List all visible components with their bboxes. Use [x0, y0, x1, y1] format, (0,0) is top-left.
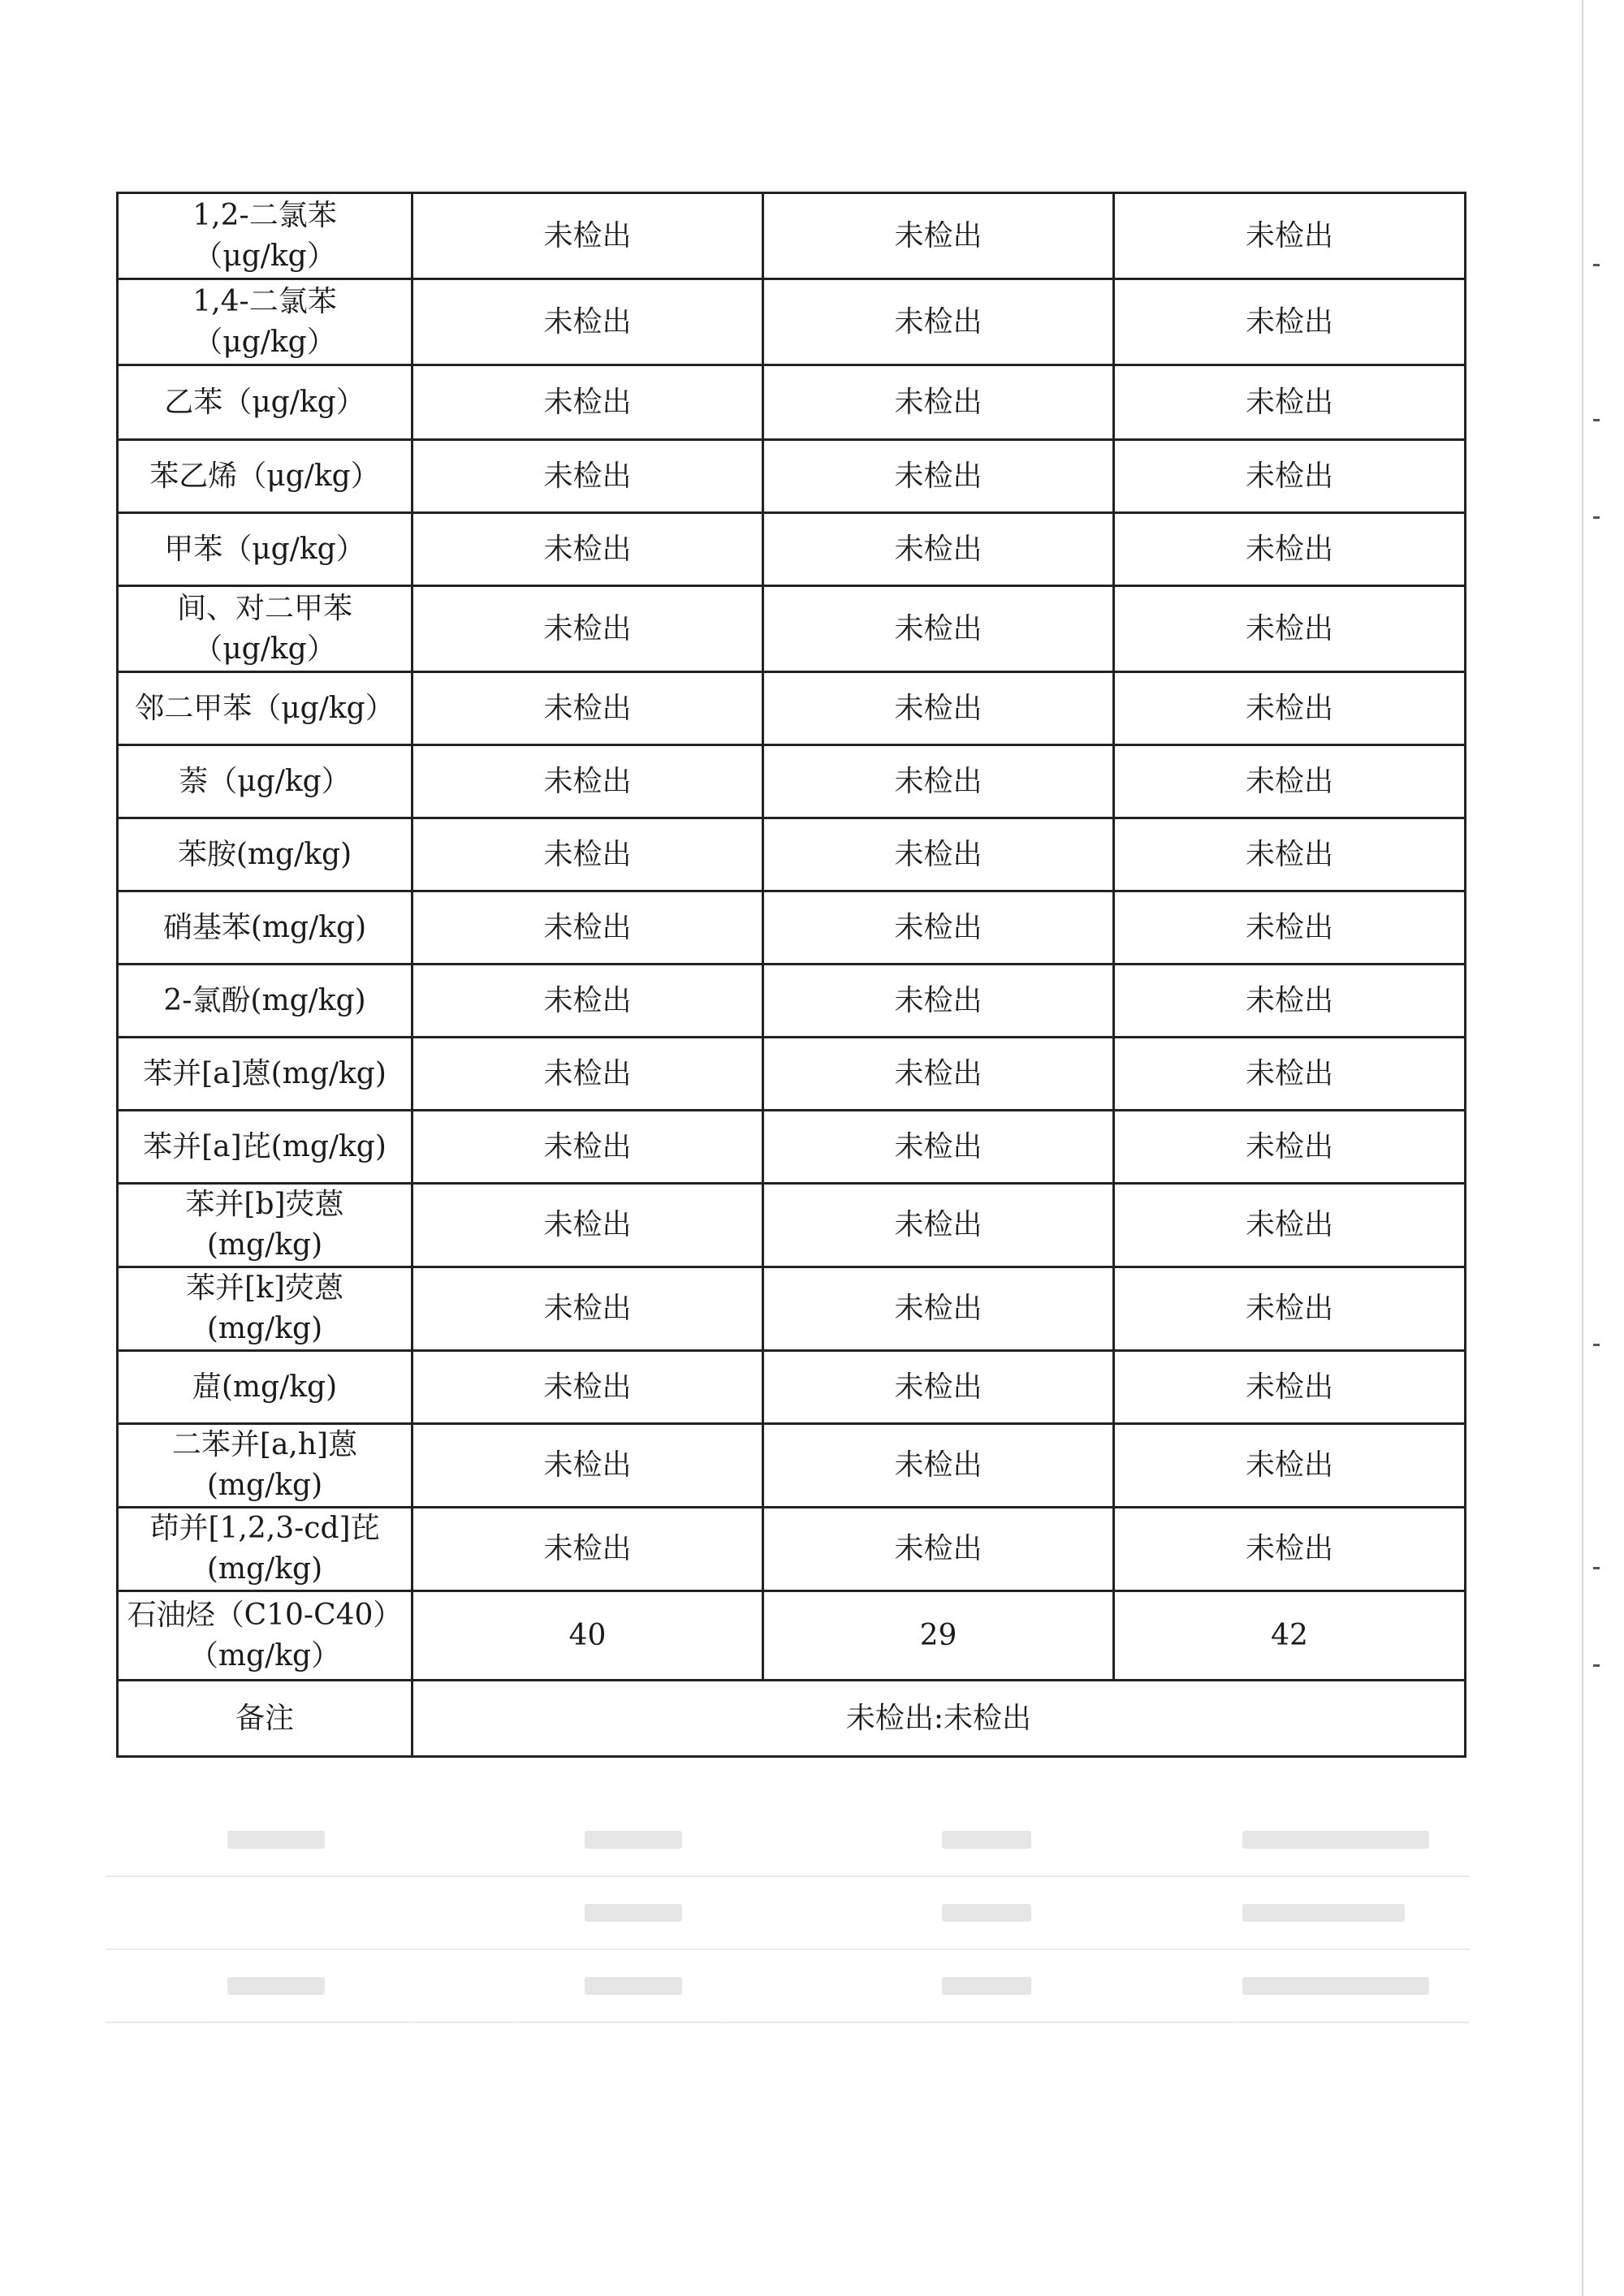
- result-cell: 未检出: [763, 1424, 1114, 1508]
- faint-block: [227, 1977, 325, 1995]
- item-cell: [118, 818, 412, 891]
- faint-block: [585, 1904, 682, 1922]
- result-cell: 29: [763, 1591, 1114, 1681]
- results-table-body: [118, 193, 1466, 1757]
- table-row: [118, 965, 1466, 1038]
- table-row: [118, 891, 1466, 965]
- result-cell: 未检出: [412, 1111, 763, 1184]
- result-cell: 未检出: [763, 745, 1114, 818]
- item-label: 苯并[a]蒽(mg/kg): [143, 1056, 387, 1090]
- result-cell: 未检出: [763, 1508, 1114, 1591]
- item-label: 萘（μg/kg）: [179, 764, 351, 798]
- item-label: 乙苯（μg/kg）: [164, 385, 365, 419]
- result-cell: 未检出: [1114, 586, 1466, 672]
- result-cell: 未检出: [1114, 279, 1466, 365]
- faint-line: [106, 1875, 1470, 1877]
- result-cell: 未检出: [1114, 1111, 1466, 1184]
- item-label: 1,2-二氯苯: [192, 198, 337, 232]
- table-row: [118, 1351, 1466, 1424]
- result-cell: 未检出: [412, 586, 763, 672]
- result-cell: 未检出: [1114, 440, 1466, 513]
- page-edge: [1582, 0, 1583, 2296]
- faint-line: [106, 1949, 1470, 1950]
- faint-block: [942, 1904, 1031, 1922]
- result-cell: 未检出: [1114, 745, 1466, 818]
- item-cell: [118, 1424, 412, 1508]
- result-cell: 未检出: [1114, 1424, 1466, 1508]
- result-cell: 未检出: [763, 440, 1114, 513]
- edge-mark: [1593, 419, 1600, 421]
- table-row: [118, 818, 1466, 891]
- item-unit: （mg/kg）: [188, 1638, 341, 1672]
- results-table: [116, 192, 1466, 1758]
- faint-block: [1242, 1977, 1429, 1995]
- edge-mark: [1593, 1664, 1600, 1667]
- result-cell: 未检出: [412, 1267, 763, 1351]
- result-cell: 未检出: [763, 193, 1114, 279]
- result-cell: 未检出: [412, 1184, 763, 1267]
- table-row: [118, 279, 1466, 365]
- item-cell: [118, 440, 412, 513]
- item-cell: [118, 586, 412, 672]
- item-unit: （μg/kg）: [193, 632, 336, 666]
- item-unit: (mg/kg): [206, 1552, 323, 1586]
- table-row: [118, 1424, 1466, 1508]
- table-row: [118, 586, 1466, 672]
- result-cell: 未检出: [412, 891, 763, 965]
- item-cell: [118, 672, 412, 745]
- result-cell: 未检出: [1114, 672, 1466, 745]
- table-row: [118, 513, 1466, 586]
- result-cell: 未检出: [763, 818, 1114, 891]
- result-cell: 未检出: [763, 1267, 1114, 1351]
- table-row: [118, 1184, 1466, 1267]
- result-cell: 未检出: [763, 1111, 1114, 1184]
- item-cell: [118, 745, 412, 818]
- result-cell: 未检出: [412, 513, 763, 586]
- result-cell: 未检出: [763, 365, 1114, 440]
- result-cell: 未检出: [412, 965, 763, 1038]
- item-label: 2-氯酚(mg/kg): [163, 983, 366, 1017]
- result-cell: 未检出: [412, 279, 763, 365]
- result-cell: 未检出: [763, 965, 1114, 1038]
- result-cell: 未检出: [1114, 1508, 1466, 1591]
- table-row: [118, 1111, 1466, 1184]
- item-label: 苯并[a]芘(mg/kg): [143, 1129, 387, 1163]
- remarks-label: 备注: [118, 1681, 412, 1757]
- remarks-row: [118, 1681, 1466, 1757]
- result-cell: 未检出: [412, 1038, 763, 1111]
- result-cell: 未检出: [1114, 1267, 1466, 1351]
- item-label: 苯乙烯（μg/kg）: [149, 459, 380, 493]
- faint-line: [106, 2022, 1470, 2023]
- faint-block: [585, 1831, 682, 1849]
- item-cell: [118, 1267, 412, 1351]
- item-cell: [118, 365, 412, 440]
- item-cell: [118, 193, 412, 279]
- item-label: 石油烃（C10-C40）: [127, 1598, 403, 1632]
- result-cell: 未检出: [412, 193, 763, 279]
- table-row: [118, 193, 1466, 279]
- faint-block: [227, 1831, 325, 1849]
- result-cell: 未检出: [1114, 193, 1466, 279]
- result-cell: 未检出: [1114, 1038, 1466, 1111]
- result-cell: 未检出: [763, 279, 1114, 365]
- item-label: 苯并[b]荧蒽: [185, 1188, 344, 1221]
- bleed-through-area: [106, 1798, 1470, 2026]
- result-cell: 未检出: [763, 513, 1114, 586]
- item-label: 二苯并[a,h]蒽: [171, 1428, 358, 1461]
- result-cell: 未检出: [412, 745, 763, 818]
- result-cell: 未检出: [412, 1424, 763, 1508]
- item-cell: [118, 1111, 412, 1184]
- remarks-value: 未检出:未检出: [412, 1681, 1466, 1757]
- result-cell: 未检出: [1114, 513, 1466, 586]
- table-row: [118, 365, 1466, 440]
- table-row: [118, 1591, 1466, 1681]
- table-row: [118, 440, 1466, 513]
- item-cell: [118, 1508, 412, 1591]
- faint-block: [1242, 1831, 1429, 1849]
- result-cell: 未检出: [1114, 365, 1466, 440]
- table-row: [118, 1038, 1466, 1111]
- item-cell: [118, 965, 412, 1038]
- result-cell: 未检出: [763, 586, 1114, 672]
- result-cell: 未检出: [763, 1351, 1114, 1424]
- item-label: 茚并[1,2,3-cd]芘: [149, 1512, 380, 1545]
- item-cell: [118, 1591, 412, 1681]
- result-cell: 未检出: [412, 672, 763, 745]
- result-cell: 未检出: [412, 1351, 763, 1424]
- result-cell: 未检出: [1114, 965, 1466, 1038]
- table-row: [118, 1508, 1466, 1591]
- table-row: [118, 745, 1466, 818]
- result-cell: 未检出: [763, 672, 1114, 745]
- item-unit: （μg/kg）: [193, 239, 336, 273]
- item-label: 苯并[k]荧蒽: [186, 1271, 343, 1305]
- item-label: 甲苯（μg/kg）: [164, 532, 365, 566]
- item-label: 䓛(mg/kg): [192, 1370, 338, 1404]
- item-cell: [118, 1038, 412, 1111]
- faint-block: [942, 1831, 1031, 1849]
- result-cell: 未检出: [1114, 1184, 1466, 1267]
- item-unit: (mg/kg): [206, 1228, 323, 1262]
- item-unit: (mg/kg): [206, 1312, 323, 1345]
- result-cell: 未检出: [1114, 818, 1466, 891]
- result-cell: 未检出: [412, 365, 763, 440]
- edge-mark: [1593, 516, 1600, 519]
- item-label: 苯胺(mg/kg): [177, 837, 352, 871]
- edge-mark: [1593, 1567, 1600, 1569]
- result-cell: 未检出: [412, 818, 763, 891]
- item-label: 1,4-二氯苯: [192, 284, 337, 318]
- result-cell: 未检出: [412, 440, 763, 513]
- table-row: [118, 1267, 1466, 1351]
- faint-block: [1242, 1904, 1405, 1922]
- item-unit: (mg/kg): [206, 1469, 323, 1502]
- table-row: [118, 672, 1466, 745]
- result-cell: 未检出: [412, 1508, 763, 1591]
- edge-mark: [1593, 264, 1600, 266]
- item-cell: [118, 891, 412, 965]
- item-cell: [118, 513, 412, 586]
- result-cell: 未检出: [1114, 1351, 1466, 1424]
- result-cell: 42: [1114, 1591, 1466, 1681]
- faint-block: [942, 1977, 1031, 1995]
- item-cell: [118, 279, 412, 365]
- item-label: 邻二甲苯（μg/kg）: [135, 691, 395, 725]
- item-cell: [118, 1351, 412, 1424]
- item-label: 间、对二甲苯: [176, 591, 352, 625]
- faint-block: [585, 1977, 682, 1995]
- result-cell: 未检出: [763, 1184, 1114, 1267]
- result-cell: 40: [412, 1591, 763, 1681]
- result-cell: 未检出: [763, 891, 1114, 965]
- edge-mark: [1593, 1344, 1600, 1346]
- result-cell: 未检出: [1114, 891, 1466, 965]
- item-unit: （μg/kg）: [193, 325, 336, 359]
- item-cell: [118, 1184, 412, 1267]
- result-cell: 未检出: [763, 1038, 1114, 1111]
- item-label: 硝基苯(mg/kg): [162, 910, 367, 944]
